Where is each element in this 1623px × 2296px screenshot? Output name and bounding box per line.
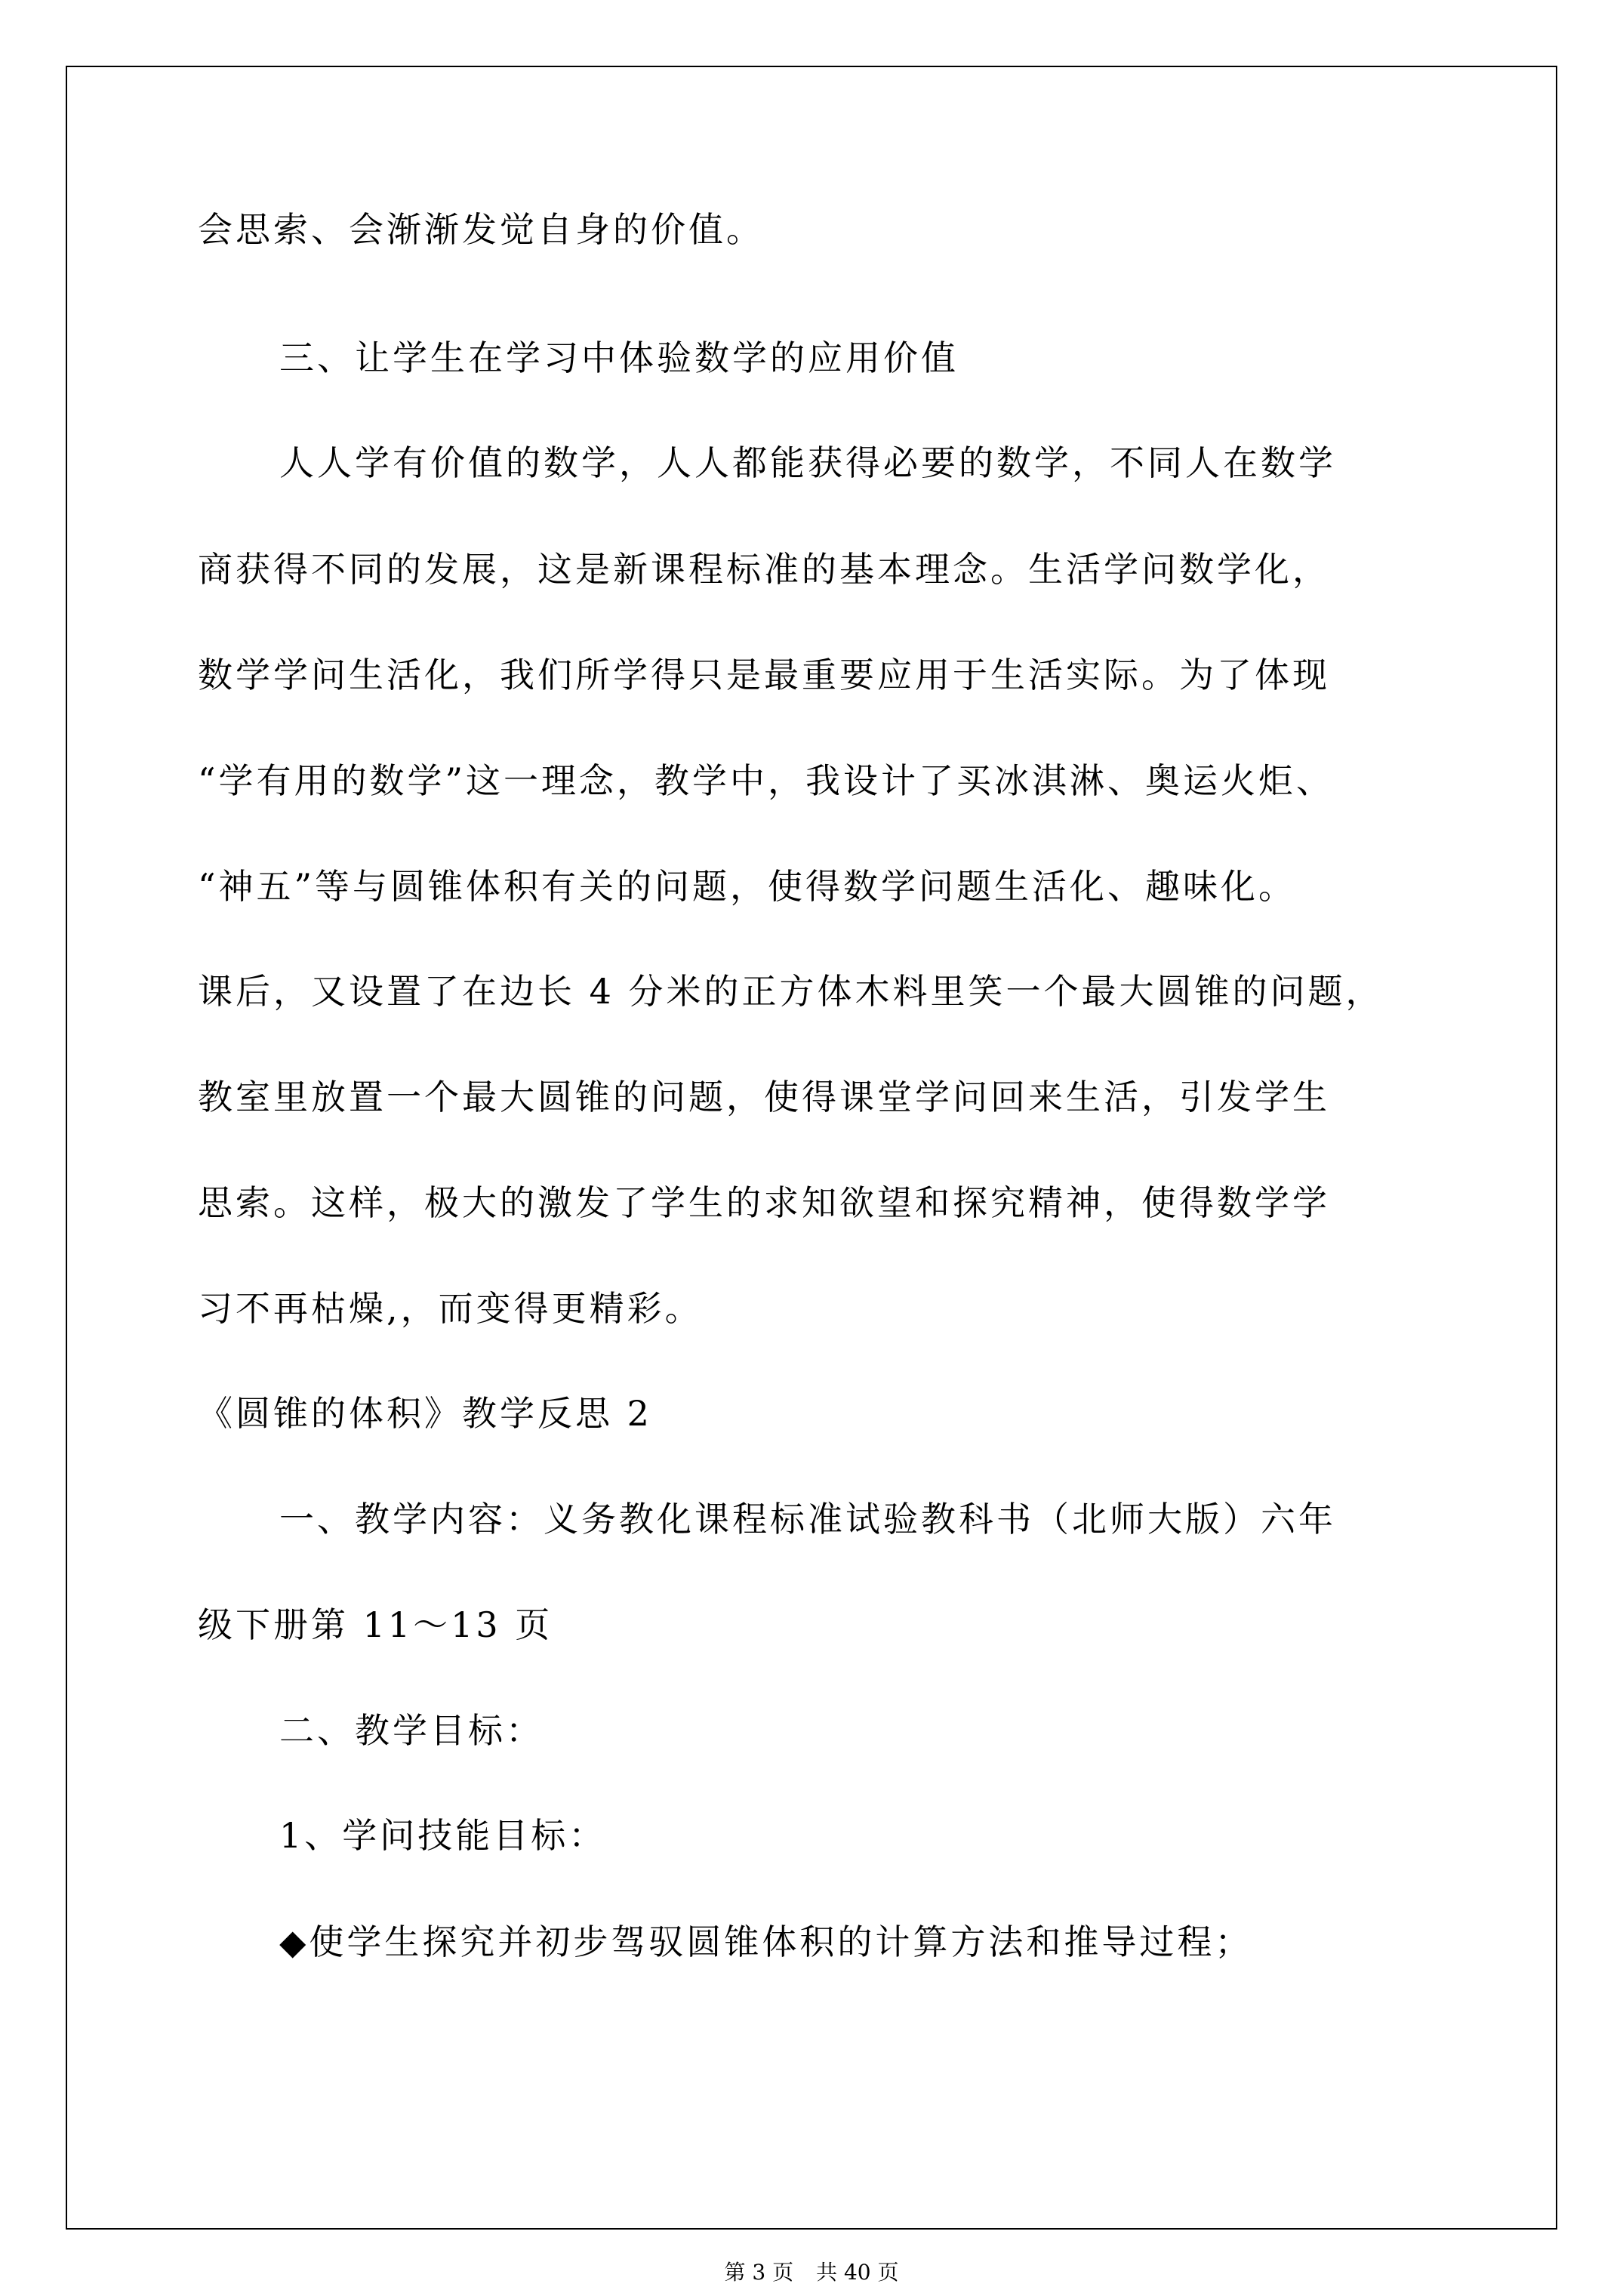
body-line: 会思索、会渐渐发觉自身的价值。 [198,209,764,250]
section-heading: 二、教学目标： [279,1710,544,1751]
subsection-heading: 1、学问技能目标： [279,1815,607,1856]
section-heading: 三、让学生在学习中体验数学的应用价值 [279,337,959,378]
section-heading: 一、教学内容：义务教化课程标准试验教科书（北师大版）六年 [279,1499,1336,1539]
page-frame [66,66,1557,2230]
body-line: “神五”等与圆锥体积有关的问题，使得数学问题生活化、趣味化。 [198,866,1297,907]
body-line: 思索。这样，极大的激发了学生的求知欲望和探究精神，使得数学学 [198,1182,1330,1223]
body-line: 教室里放置一个最大圆锥的问题，使得课堂学问回来生活，引发学生 [198,1077,1330,1117]
body-line: 习不再枯燥,，而变得更精彩。 [198,1288,703,1329]
body-line: 课后，又设置了在边长 4 分米的正方体木料里笑一个最大圆锥的问题， [198,971,1384,1012]
bullet-item: ◆使学生探究并初步驾驭圆锥体积的计算方法和推导过程； [279,1922,1253,1962]
body-line: 商获得不同的发展，这是新课程标准的基本理念。生活学问数学化， [198,549,1330,590]
body-line: 级下册第 11～13 页 [198,1604,553,1645]
body-line: 人人学有价值的数学，人人都能获得必要的数学，不同人在数学 [279,442,1336,483]
page-number: 第 3 页 [724,2260,794,2285]
page-footer [0,2259,1623,2286]
body-line: “学有用的数学”这一理念，教学中，我设计了买冰淇淋、奥运火炬、 [198,760,1335,801]
body-line: 数学学问生活化，我们所学得只是最重要应用于生活实际。为了体现 [198,655,1330,695]
page-total: 共 40 页 [816,2260,899,2285]
document-title: 《圆锥的体积》教学反思 2 [198,1393,652,1434]
